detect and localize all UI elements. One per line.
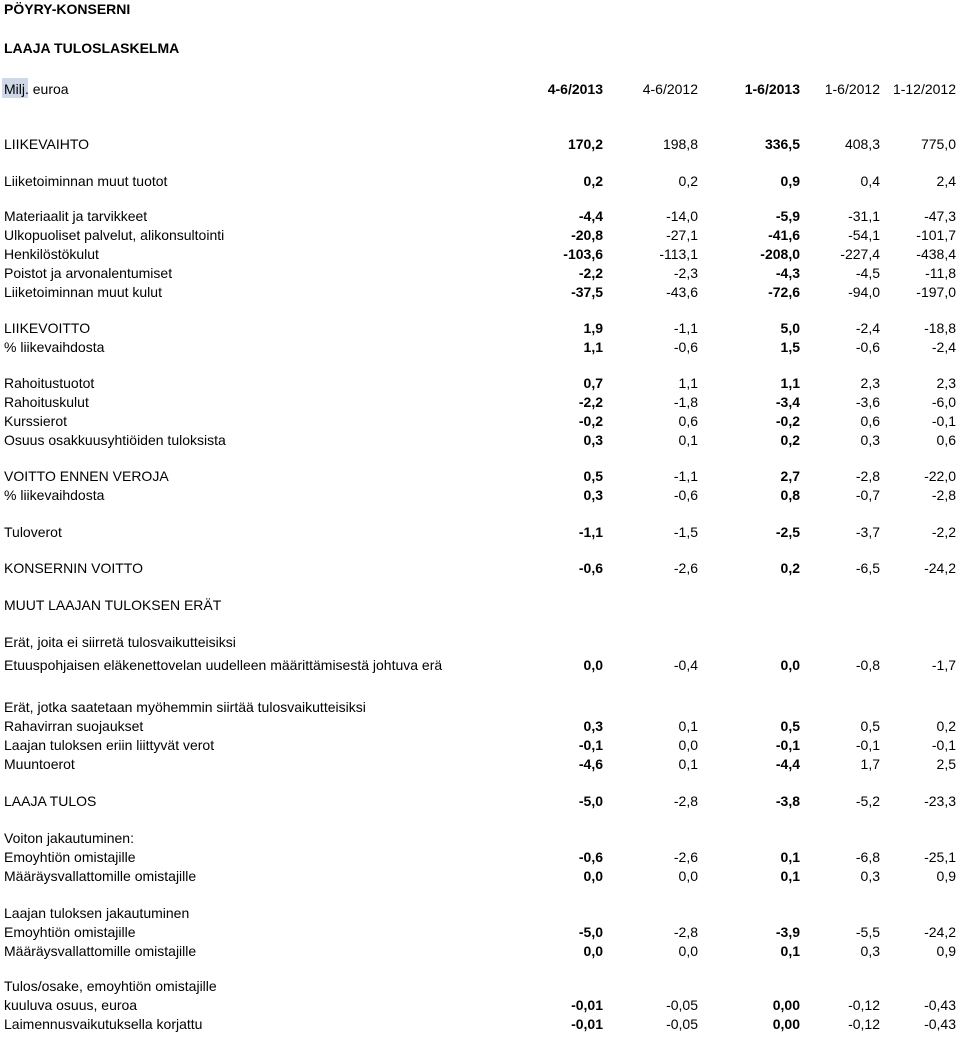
unit-label: Milj. euroa — [4, 81, 69, 97]
table-row — [0, 467, 960, 485]
cell-value: -0,01 — [571, 1016, 603, 1032]
cell-value: -227,4 — [840, 246, 880, 262]
cell-value: 0,0 — [678, 737, 698, 753]
row-label: Henkilöstökulut — [4, 246, 99, 262]
col-header-4-6-2012: 4-6/2012 — [642, 81, 698, 97]
cell-value: -2,6 — [673, 849, 698, 865]
cell-value: -5,5 — [855, 924, 880, 940]
row-label: Voiton jakautuminen: — [4, 830, 134, 846]
col-header-1-12-2012: 1-12/2012 — [892, 81, 956, 97]
table-row — [0, 374, 960, 392]
cell-value: -1,8 — [673, 394, 698, 410]
row-label: Rahoituskulut — [4, 394, 89, 410]
row-label: Rahavirran suojaukset — [4, 718, 144, 734]
row-label: Määräysvallattomille omistajille — [4, 943, 197, 959]
cell-value: 1,1 — [678, 375, 698, 391]
cell-value: -113,1 — [659, 246, 698, 262]
cell-value: 0,2 — [780, 432, 800, 448]
cell-value: 0,1 — [678, 718, 698, 734]
cell-value: -197,0 — [916, 284, 956, 300]
table-row — [0, 942, 960, 960]
cell-value: -1,5 — [673, 524, 698, 540]
cell-value: 0,2 — [936, 718, 956, 734]
cell-value: 775,0 — [920, 136, 956, 152]
cell-value: 1,5 — [780, 339, 800, 355]
cell-value: -0,1 — [931, 737, 956, 753]
cell-value: 0,5 — [583, 468, 603, 484]
cell-value: -0,1 — [931, 413, 956, 429]
table-row — [0, 996, 960, 1014]
cell-value: -24,2 — [924, 560, 956, 576]
table-row — [0, 523, 960, 541]
cell-value: 0,9 — [780, 173, 800, 189]
column-header-row — [0, 80, 960, 98]
cell-value: 0,0 — [583, 868, 603, 884]
cell-value: 2,7 — [780, 468, 800, 484]
cell-value: 0,3 — [860, 868, 880, 884]
row-label: Osuus osakkuusyhtiöiden tuloksista — [4, 432, 226, 448]
row-label: Tulos/osake, emoyhtiön omistajille — [4, 978, 217, 994]
cell-value: -0,1 — [855, 737, 880, 753]
cell-value: -54,1 — [848, 227, 880, 243]
table-row — [0, 264, 960, 282]
cell-value: -438,4 — [916, 246, 956, 262]
cell-value: 0,6 — [936, 432, 956, 448]
cell-value: -24,2 — [924, 924, 956, 940]
cell-value: -208,0 — [760, 246, 800, 262]
cell-value: -4,4 — [578, 208, 603, 224]
row-label: % liikevaihdosta — [4, 339, 105, 355]
cell-value: 0,1 — [678, 756, 698, 772]
table-row — [0, 977, 960, 995]
cell-value: 2,5 — [936, 756, 956, 772]
row-label: kuuluva osuus, euroa — [4, 997, 138, 1013]
cell-value: -103,6 — [563, 246, 603, 262]
cell-value: 2,3 — [936, 375, 956, 391]
table-row — [0, 245, 960, 263]
cell-value: 0,4 — [860, 173, 880, 189]
cell-value: -47,3 — [924, 208, 956, 224]
row-label: LAAJA TULOS — [4, 793, 97, 809]
table-row — [0, 923, 960, 941]
cell-value: 1,9 — [583, 320, 603, 336]
table-row — [0, 1015, 960, 1033]
table-row — [0, 338, 960, 356]
cell-value: -6,5 — [855, 560, 880, 576]
cell-value: -3,6 — [855, 394, 880, 410]
cell-value: -27,1 — [666, 227, 698, 243]
row-label: LIIKEVOITTO — [4, 320, 91, 336]
cell-value: 198,8 — [662, 136, 698, 152]
cell-value: -18,8 — [924, 320, 956, 336]
cell-value: -5,2 — [855, 793, 880, 809]
cell-value: -0,05 — [666, 1016, 698, 1032]
row-label: MUUT LAAJAN TULOKSEN ERÄT — [4, 597, 222, 613]
row-label: Erät, jotka saatetaan myöhemmin siirtää tulosvaikutteisiksi — [4, 699, 366, 715]
cell-value: 0,0 — [678, 943, 698, 959]
cell-value: -0,43 — [924, 1016, 956, 1032]
cell-value: -25,1 — [924, 849, 956, 865]
table-row — [0, 633, 960, 651]
cell-value: -2,8 — [673, 924, 698, 940]
cell-value: -0,01 — [571, 997, 603, 1013]
table-row — [0, 792, 960, 810]
cell-value: -31,1 — [848, 208, 880, 224]
table-row — [0, 736, 960, 754]
cell-value: -0,12 — [848, 1016, 880, 1032]
cell-value: 0,8 — [780, 487, 800, 503]
row-label: Muuntoerot — [4, 756, 75, 772]
cell-value: -0,05 — [666, 997, 698, 1013]
cell-value: -4,3 — [775, 265, 800, 281]
cell-value: -1,1 — [673, 320, 698, 336]
row-label: KONSERNIN VOITTO — [4, 560, 143, 576]
table-row — [0, 867, 960, 885]
cell-value: 0,0 — [678, 868, 698, 884]
report-title: LAAJA TULOSLASKELMA — [4, 40, 180, 56]
cell-value: -3,4 — [775, 394, 800, 410]
cell-value: -0,6 — [855, 339, 880, 355]
cell-value: 408,3 — [844, 136, 880, 152]
cell-value: 0,0 — [780, 657, 800, 673]
cell-value: 0,2 — [780, 560, 800, 576]
cell-value: -0,6 — [578, 849, 603, 865]
cell-value: -0,6 — [673, 487, 698, 503]
cell-value: 0,6 — [860, 413, 880, 429]
cell-value: 0,00 — [772, 997, 800, 1013]
cell-value: -2,4 — [855, 320, 880, 336]
cell-value: -37,5 — [571, 284, 603, 300]
cell-value: 0,3 — [583, 432, 603, 448]
cell-value: 0,9 — [936, 943, 956, 959]
cell-value: -5,0 — [578, 793, 603, 809]
table-row — [0, 656, 960, 674]
cell-value: -1,1 — [578, 524, 603, 540]
cell-value: -4,4 — [775, 756, 800, 772]
cell-value: 0,7 — [583, 375, 603, 391]
cell-value: -2,3 — [673, 265, 698, 281]
cell-value: 0,3 — [860, 432, 880, 448]
cell-value: 336,5 — [764, 136, 800, 152]
cell-value: -0,7 — [855, 487, 880, 503]
cell-value: -2,8 — [673, 793, 698, 809]
cell-value: -4,5 — [855, 265, 880, 281]
table-row — [0, 283, 960, 301]
cell-value: -0,2 — [775, 413, 800, 429]
row-label: LIIKEVAIHTO — [4, 136, 90, 152]
row-label: Erät, joita ei siirretä tulosvaikutteisiksi — [4, 634, 236, 650]
cell-value: 0,3 — [860, 943, 880, 959]
row-label: Laimennusvaikutuksella korjattu — [4, 1016, 203, 1032]
cell-value: -0,4 — [673, 657, 698, 673]
row-label: VOITTO ENNEN VEROJA — [4, 468, 169, 484]
cell-value: 0,9 — [936, 868, 956, 884]
table-row — [0, 319, 960, 337]
table-row — [0, 431, 960, 449]
row-label: Rahoitustuotot — [4, 375, 95, 391]
company-title: PÖYRY-KONSERNI — [4, 1, 131, 17]
table-row — [0, 755, 960, 773]
table-row — [0, 226, 960, 244]
cell-value: -2,2 — [578, 394, 603, 410]
row-label: Laajan tuloksen eriin liittyvät verot — [4, 737, 215, 753]
cell-value: 0,00 — [772, 1016, 800, 1032]
cell-value: 0,2 — [678, 173, 698, 189]
cell-value: -0,43 — [924, 997, 956, 1013]
cell-value: -101,7 — [916, 227, 956, 243]
cell-value: -3,9 — [775, 924, 800, 940]
row-label: Emoyhtiön omistajille — [4, 924, 136, 940]
cell-value: -94,0 — [848, 284, 880, 300]
row-label: Kurssierot — [4, 413, 68, 429]
row-label: Ulkopuoliset palvelut, alikonsultointi — [4, 227, 225, 243]
table-row — [0, 172, 960, 190]
cell-value: 0,3 — [583, 487, 603, 503]
cell-value: 1,1 — [780, 375, 800, 391]
cell-value: -0,12 — [848, 997, 880, 1013]
table-row — [0, 596, 960, 614]
cell-value: -2,2 — [578, 265, 603, 281]
cell-value: -43,6 — [666, 284, 698, 300]
table-row — [0, 135, 960, 153]
cell-value: -6,8 — [855, 849, 880, 865]
cell-value: -2,4 — [931, 339, 956, 355]
col-header-4-6-2013: 4-6/2013 — [547, 81, 603, 97]
cell-value: 170,2 — [567, 136, 603, 152]
cell-value: -23,3 — [924, 793, 956, 809]
cell-value: 2,4 — [936, 173, 956, 189]
cell-value: 0,0 — [583, 943, 603, 959]
cell-value: 2,3 — [860, 375, 880, 391]
table-row — [0, 904, 960, 922]
row-label: Materiaalit ja tarvikkeet — [4, 208, 148, 224]
table-row — [0, 848, 960, 866]
cell-value: 0,2 — [583, 173, 603, 189]
cell-value: 1,7 — [860, 756, 880, 772]
cell-value: -0,8 — [855, 657, 880, 673]
row-label: Laajan tuloksen jakautuminen — [4, 905, 190, 921]
cell-value: 0,0 — [583, 657, 603, 673]
row-label: Emoyhtiön omistajille — [4, 849, 136, 865]
cell-value: -72,6 — [768, 284, 800, 300]
table-row — [0, 698, 960, 716]
row-label: Poistot ja arvonalentumiset — [4, 265, 173, 281]
cell-value: 0,6 — [678, 413, 698, 429]
table-row — [0, 559, 960, 577]
cell-value: -0,6 — [578, 560, 603, 576]
cell-value: -20,8 — [571, 227, 603, 243]
col-header-1-6-2012: 1-6/2012 — [824, 81, 880, 97]
table-row — [0, 207, 960, 225]
cell-value: -3,7 — [855, 524, 880, 540]
row-label: % liikevaihdosta — [4, 487, 105, 503]
cell-value: -22,0 — [924, 468, 956, 484]
cell-value: -1,1 — [673, 468, 698, 484]
cell-value: 0,3 — [583, 718, 603, 734]
cell-value: 0,1 — [678, 432, 698, 448]
row-label: Liiketoiminnan muut kulut — [4, 284, 162, 300]
row-label: Liiketoiminnan muut tuotot — [4, 173, 168, 189]
col-header-1-6-2013: 1-6/2013 — [744, 81, 800, 97]
cell-value: -0,1 — [775, 737, 800, 753]
cell-value: -0,2 — [578, 413, 603, 429]
cell-value: 0,1 — [780, 943, 800, 959]
cell-value: 5,0 — [780, 320, 800, 336]
row-label: Tuloverot — [4, 524, 62, 540]
cell-value: -0,1 — [578, 737, 603, 753]
table-row — [0, 412, 960, 430]
cell-value: -11,8 — [925, 265, 956, 281]
cell-value: 0,5 — [780, 718, 800, 734]
cell-value: -14,0 — [666, 208, 698, 224]
cell-value: 0,1 — [780, 849, 800, 865]
cell-value: -2,6 — [673, 560, 698, 576]
cell-value: 0,1 — [780, 868, 800, 884]
cell-value: -5,0 — [578, 924, 603, 940]
table-row — [0, 829, 960, 847]
cell-value: -0,6 — [673, 339, 698, 355]
cell-value: -5,9 — [775, 208, 800, 224]
cell-value: -3,8 — [775, 793, 800, 809]
cell-value: 0,5 — [860, 718, 880, 734]
cell-value: -1,7 — [931, 657, 956, 673]
row-label: Määräysvallattomille omistajille — [4, 868, 197, 884]
cell-value: -2,8 — [855, 468, 880, 484]
cell-value: -2,5 — [775, 524, 800, 540]
cell-value: -2,8 — [931, 487, 956, 503]
cell-value: -6,0 — [931, 394, 956, 410]
cell-value: -4,6 — [578, 756, 603, 772]
cell-value: -41,6 — [768, 227, 800, 243]
row-label: Etuuspohjaisen eläkenettovelan uudelleen määrittämisestä johtuva erä — [4, 657, 443, 673]
cell-value: 1,1 — [583, 339, 603, 355]
table-row — [0, 393, 960, 411]
table-row — [0, 717, 960, 735]
cell-value: -2,2 — [931, 524, 956, 540]
table-row — [0, 486, 960, 504]
